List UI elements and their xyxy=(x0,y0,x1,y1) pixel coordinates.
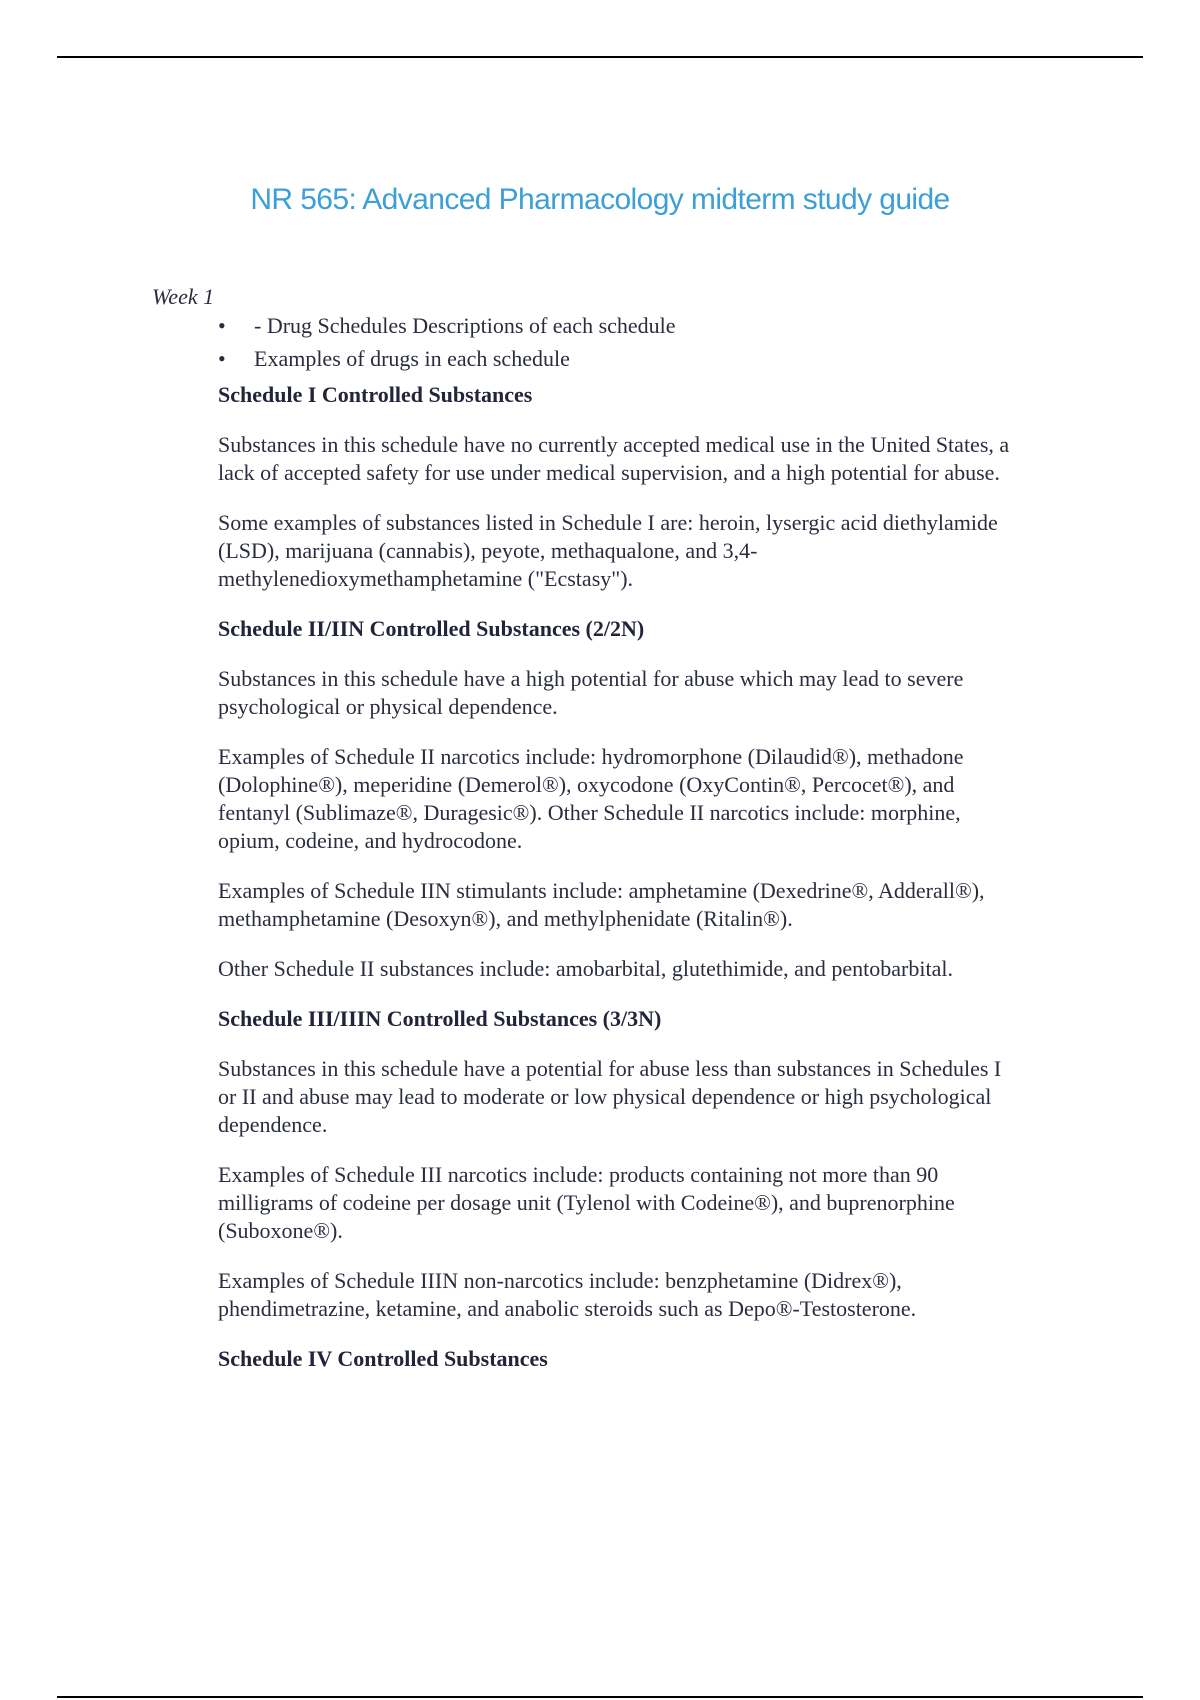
top-rule xyxy=(57,56,1143,58)
topic-bullet-list xyxy=(218,309,676,375)
paragraph: Examples of Schedule II narcotics include: hydromorphone (Dilaudid®), methadone (Dolophine®), meperidine (Demerol®), oxycodone (OxyContin®, Percocet®), and fentanyl (Sublimaze®, Duragesic®). Other Schedule II narcotics include: morphine, opium, codeine, and hydrocodone. xyxy=(218,744,964,853)
paragraph: Some examples of substances listed in Schedule I are: heroin, lysergic acid diethylamide (LSD), marijuana (cannabis), peyote, methaqualone, and 3,4-methylenedioxymethamphetamine ("Ecstasy"). xyxy=(218,510,998,591)
paragraph: Examples of Schedule III narcotics include: products containing not more than 90 milligrams of codeine per dosage unit (Tylenol with Codeine®), and buprenorphine (Suboxone®). xyxy=(218,1162,955,1243)
week-label: Week 1 xyxy=(152,284,215,309)
paragraph: Substances in this schedule have a high potential for abuse which may lead to severe psychological or physical dependence. xyxy=(218,666,964,719)
section-heading-schedule-4: Schedule IV Controlled Substances xyxy=(218,1346,548,1371)
list-item xyxy=(218,309,676,342)
section-heading-schedule-2: Schedule II/IIN Controlled Substances (2/2N) xyxy=(218,616,645,641)
paragraph: Other Schedule II substances include: amobarbital, glutethimide, and pentobarbital. xyxy=(218,956,953,981)
section-heading-schedule-1: Schedule I Controlled Substances xyxy=(218,382,533,407)
paragraph: Examples of Schedule IIIN non-narcotics include: benzphetamine (Didrex®), phendimetrazine, ketamine, and anabolic steroids such as Depo®-Testosterone. xyxy=(218,1268,917,1321)
list-item-text: Examples of drugs in each schedule xyxy=(254,346,570,371)
bullet-icon: • xyxy=(218,313,226,338)
paragraph: Substances in this schedule have no currently accepted medical use in the United States, a lack of accepted safety for use under medical supervision, and a high potential for abuse. xyxy=(218,432,1010,485)
document-body xyxy=(218,381,1018,1395)
paragraph: Examples of Schedule IIN stimulants include: amphetamine (Dexedrine®, Adderall®), methamphetamine (Desoxyn®), and methylphenidate (Ritalin®). xyxy=(218,878,985,931)
paragraph: Substances in this schedule have a potential for abuse less than substances in Schedules I or II and abuse may lead to moderate or low physical dependence or high psychological dependence. xyxy=(218,1056,1002,1137)
page-title: NR 565: Advanced Pharmacology midterm study guide xyxy=(250,183,950,216)
bottom-rule xyxy=(57,1696,1143,1698)
section-heading-schedule-3: Schedule III/IIIN Controlled Substances (3/3N) xyxy=(218,1006,662,1031)
bullet-icon: • xyxy=(218,346,226,371)
list-item xyxy=(218,342,676,375)
list-item-text: - Drug Schedules Descriptions of each schedule xyxy=(254,313,676,338)
